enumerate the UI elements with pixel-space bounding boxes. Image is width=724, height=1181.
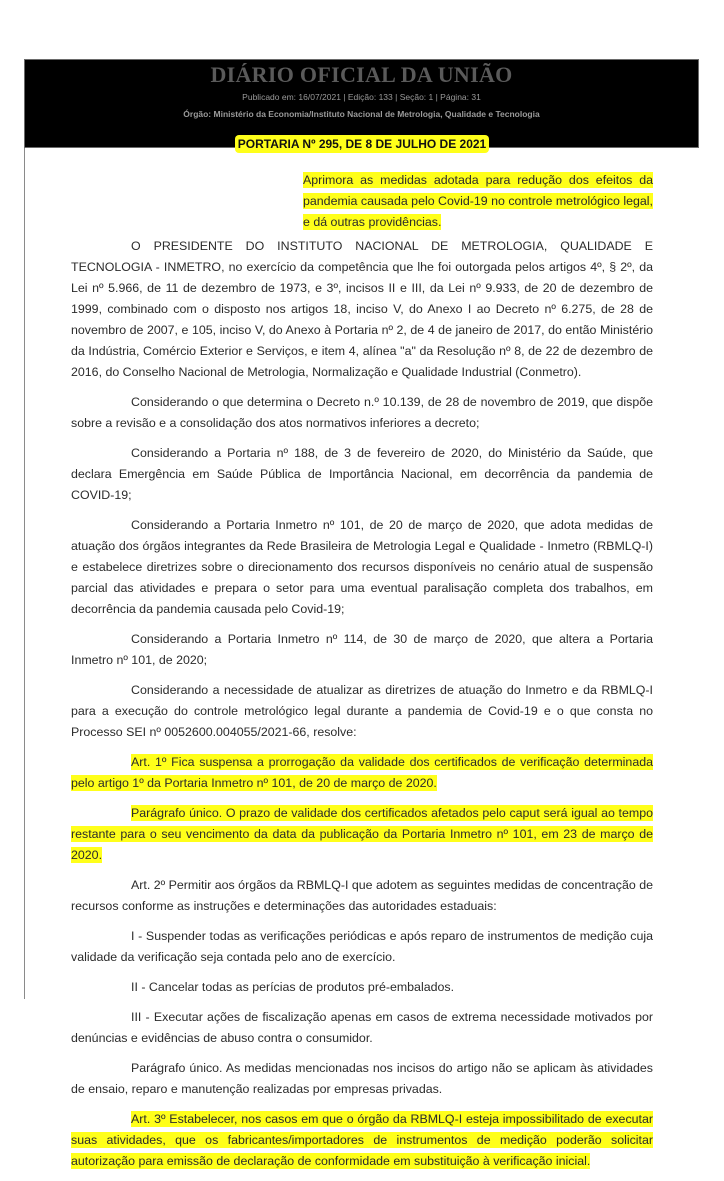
paragraph-text: Considerando a Portaria nº 188, de 3 de fevereiro de 2020, do Ministério da Saúde, que declara Emergência em Saúde Pública de Importância Nacional, em decorrência da pandemia de COVID-19; (71, 446, 653, 502)
masthead-title: DIÁRIO OFICIAL DA UNIÃO (210, 62, 513, 87)
article-2-inciso-ii (71, 977, 653, 998)
preamble-paragraph (71, 236, 653, 383)
paragraph-text: Art. 1º Fica suspensa a prorrogação da validade dos certificados de verificação determinada pelo artigo 1º da Portaria Inmetro nº 101, de 20 de março de 2020. (71, 755, 653, 790)
article-2 (71, 875, 653, 917)
paragraph-text: III - Executar ações de fiscalização apenas em casos de extrema necessidade motivados por denúncias e evidências de abuso contra o consumidor. (71, 1010, 653, 1045)
ementa-text: Aprimora as medidas adotada para redução dos efeitos da pandemia causada pelo Covid-19 no controle metrológico legal, e dá outras providências. (303, 173, 653, 229)
paragraph-text: Considerando a Portaria Inmetro nº 101, de 20 de março de 2020, que adota medidas de atuação dos órgãos integrantes da Rede Brasileira de Metrologia Legal e Qualidade - Inmetro (RBMLQ-I) e estabelece diretrizes sobre o direcionamento dos recursos disponíveis no cenário atual de suspensão parcial das atividades e prepara o setor para uma eventual paralisação completa dos trabalhos, em decorrência da pandemia causada pelo Covid-19; (71, 518, 653, 616)
ementa (303, 170, 653, 233)
considerando-paragraph (71, 680, 653, 743)
publication-info: Publicado em: 16/07/2021 | Edição: 133 | Seção: 1 | Página: 31 (242, 92, 481, 102)
document-body (71, 236, 653, 1181)
article-2-paragrafo-unico (71, 1058, 653, 1100)
orgao-info: Órgão: Ministério da Economia/Instituto Nacional de Metrologia, Qualidade e Tecnologia (183, 109, 540, 119)
paragraph-text: Parágrafo único. O prazo de validade dos certificados afetados pelo caput será igual ao tempo restante para o seu vencimento da data da publicação da Portaria Inmetro nº 101, em 23 de março de 2020. (71, 806, 653, 862)
paragraph-text: I - Suspender todas as verificações periódicas e após reparo de instrumentos de medição cuja validade da verificação seja contada pelo ano de exercício. (71, 929, 653, 964)
paragraph-text: Considerando o que determina o Decreto n.º 10.139, de 28 de novembro de 2019, que dispõe sobre a revisão e a consolidação dos atos normativos inferiores a decreto; (71, 395, 653, 430)
article-2-inciso-iii (71, 1007, 653, 1049)
paragraph-text: II - Cancelar todas as perícias de produtos pré-embalados. (131, 980, 455, 994)
page-border (24, 59, 25, 999)
considerando-paragraph (71, 443, 653, 506)
paragraph-text: Considerando a necessidade de atualizar as diretrizes de atuação do Inmetro e da RBMLQ-I para a execução do controle metrológico legal durante a pandemia de Covid-19 e o que consta no Processo SEI nº 0052600.004055/2021-66, resolve: (71, 683, 653, 739)
considerando-paragraph (71, 629, 653, 671)
considerando-paragraph (71, 515, 653, 620)
paragraph-text: Art. 3º Estabelecer, nos casos em que o órgão da RBMLQ-I esteja impossibilitado de executar suas atividades, que os fabricantes/importadores de instrumentos de medição poderão solicitar autorização para emissão de declaração de conformidade em substituição à verificação inicial. (71, 1112, 653, 1168)
paragraph-text: Considerando a Portaria Inmetro nº 114, de 30 de março de 2020, que altera a Portaria Inmetro nº 101, de 2020; (71, 632, 653, 667)
article-3 (71, 1109, 653, 1172)
act-title: PORTARIA Nº 295, DE 8 DE JULHO DE 2021 (235, 135, 489, 153)
paragraph-text: Art. 2º Permitir aos órgãos da RBMLQ-I que adotem as seguintes medidas de concentração de recursos conforme as instruções e determinações das autoridades estaduais: (71, 878, 653, 913)
article-1-paragrafo-unico (71, 803, 653, 866)
act-title-container (0, 133, 724, 153)
considerando-paragraph (71, 392, 653, 434)
article-1 (71, 752, 653, 794)
paragraph-text: Parágrafo único. As medidas mencionadas nos incisos do artigo não se aplicam às atividades de ensaio, reparo e manutenção realizadas por empresas privadas. (71, 1061, 653, 1096)
article-2-inciso-i (71, 926, 653, 968)
paragraph-text: O PRESIDENTE DO INSTITUTO NACIONAL DE METROLOGIA, QUALIDADE E TECNOLOGIA - INMETRO, no exercício da competência que lhe foi outorgada pelos artigos 4º, § 2º, da Lei nº 5.966, de 11 de dezembro de 1973, e 3º, incisos II e III, da Lei nº 9.933, de 20 de dezembro de 1999, combinado com o disposto nos artigos 18, inciso V, do Anexo I ao Decreto nº 6.275, de 28 de novembro de 2007, e 105, inciso V, do Anexo à Portaria nº 2, de 4 de janeiro de 2017, do então Ministério da Indústria, Comércio Exterior e Serviços, e item 4, alínea "a" da Resolução nº 8, de 22 de dezembro de 2016, do Conselho Nacional de Metrologia, Normalização e Qualidade Industrial (Conmetro). (71, 239, 653, 379)
